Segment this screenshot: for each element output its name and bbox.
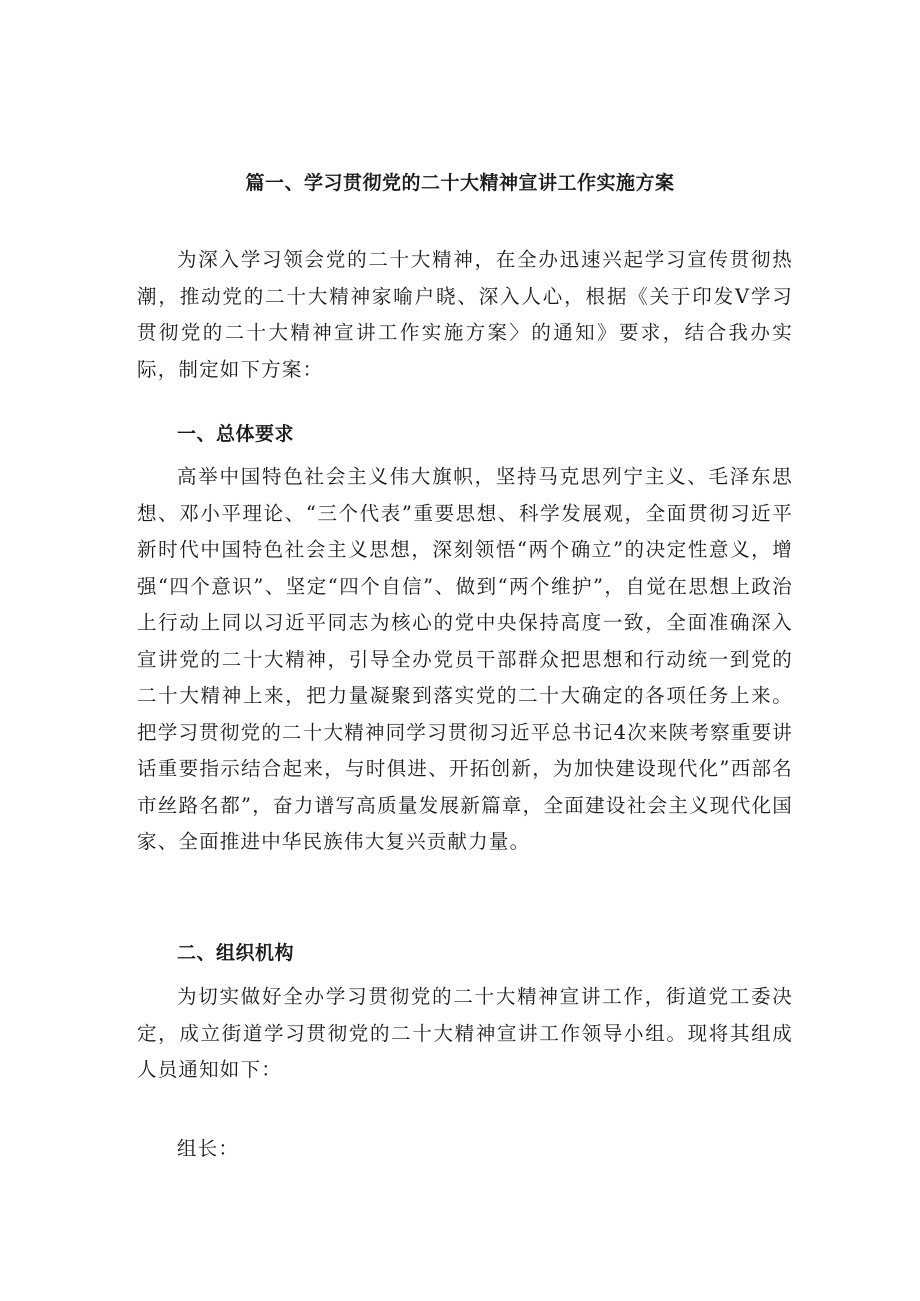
section-paragraph-organization: 为切实做好全办学习贯彻党的二十大精神宣讲工作，街道党工委决定，成立街道学习贯彻党的二十大精神宣讲工作领导小组。现将其组成人员通知如下： [137,985,793,1081]
document-title: 篇一、学习贯彻党的二十大精神宣讲工作实施方案 [245,171,675,194]
intro-paragraph: 为深入学习领会党的二十大精神，在全办迅速兴起学习宣传贯彻热潮，推动党的二十大精神家喻户晓、深入人心，根据《关于印发V学习贯彻党的二十大精神宣讲工作实施方案〉的通知》要求，结合我办实际，制定如下方案： [137,248,793,381]
section-paragraph-general-requirements: 高举中国特色社会主义伟大旗帜，坚持马克思列宁主义、毛泽东思想、邓小平理论、“三个代表”重要思想、科学发展观，全面贯彻习近平新时代中国特色社会主义思想，深刻领悟“两个确立”的决定性意义，增强“四个意识”、坚定“四个自信”、做到“两个维护”，自觉在思想上政治上行动上同以习近平同志为核心的党中央保持高度一致，全面准确深入宣讲党的二十大精神，引导全办党员干部群众把思想和行动统一到党的二十大精神上来，把力量凝聚到落实党的二十大确定的各项任务上来。把学习贯彻党的二十大精神同学习贯彻习近平总书记4次来陕考察重要讲话重要指示结合起来，与时俱进、开拓创新，为加快建设现代化”西部名市丝路名都”，奋力谱写高质量发展新篇章，全面建设社会主义现代化国家、全面推进中华民族伟大复兴贡献力量。 [137,465,793,853]
section-heading-organization: 二、组织机构 [177,942,295,964]
group-leader-label: 组长： [177,1137,240,1160]
section-heading-general-requirements: 一、总体要求 [177,423,295,445]
